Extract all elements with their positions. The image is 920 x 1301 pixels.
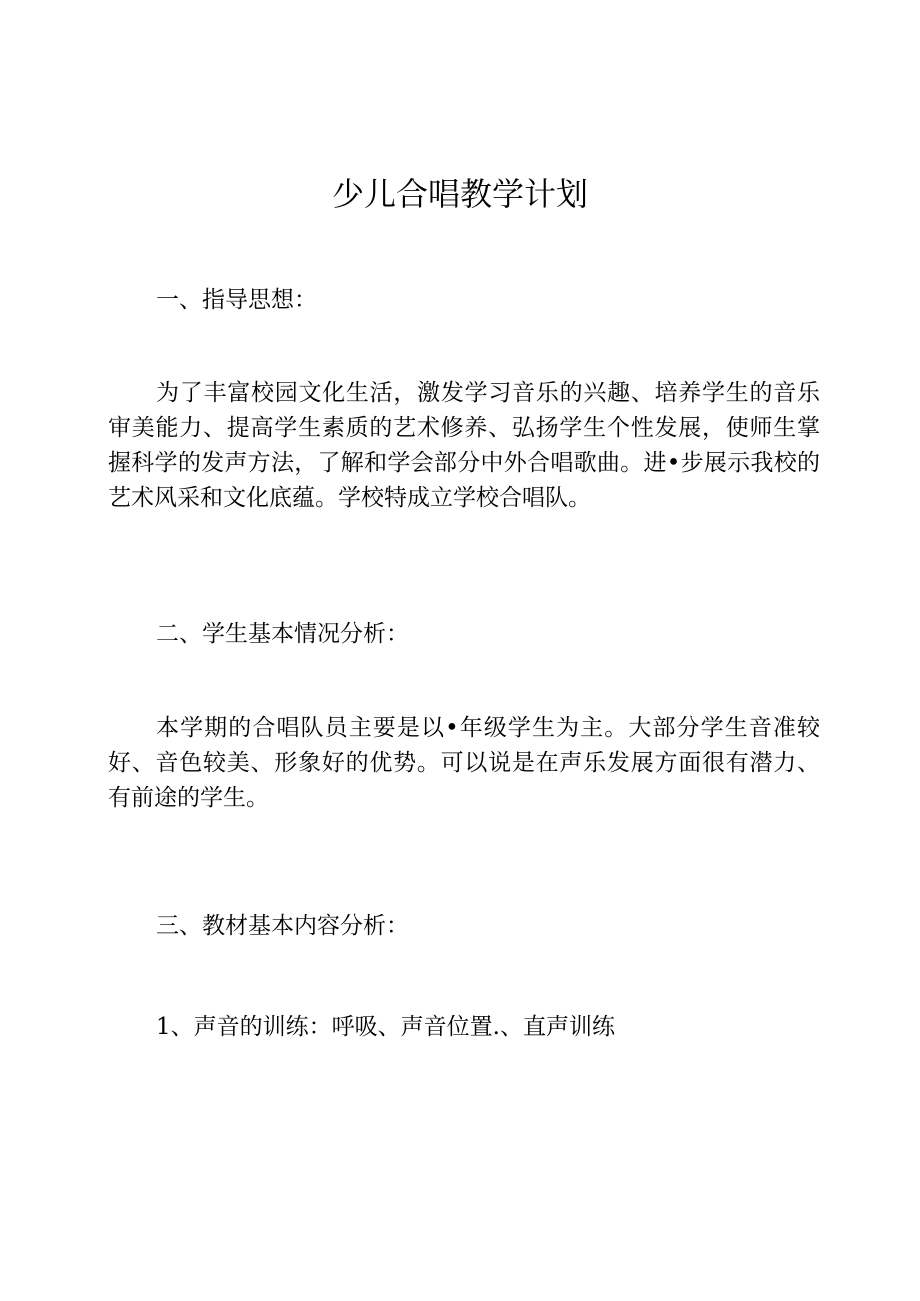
section-paragraph-guiding-ideology: 为了丰富校园文化生活，激发学习音乐的兴趣、培养学生的音乐审美能力、提高学生素质的艺术修养、弘扬学生个性发展，使师生掌握科学的发声方法，了解和学会部分中外合唱歌曲。进•步展示我校的艺术风采和文化底蕴。学校特成立学校合唱队。 [108, 380, 820, 511]
section-heading-material-analysis: 三、教材基本内容分析： [156, 913, 409, 939]
section-heading-student-analysis: 二、学生基本情况分析： [156, 621, 409, 647]
document-title: 少儿合唱教学计划 [331, 175, 588, 213]
list-item-voice-training: 1、声音的训练：呼吸、声音位置.、直声训练 [156, 1014, 615, 1040]
section-heading-guiding-ideology: 一、指导思想： [156, 287, 317, 313]
section-paragraph-student-analysis: 本学期的合唱队员主要是以•年级学生为主。大部分学生音准较好、音色较美、形象好的优势。可以说是在声乐发展方面很有潜力、有前途的学生。 [108, 715, 820, 811]
